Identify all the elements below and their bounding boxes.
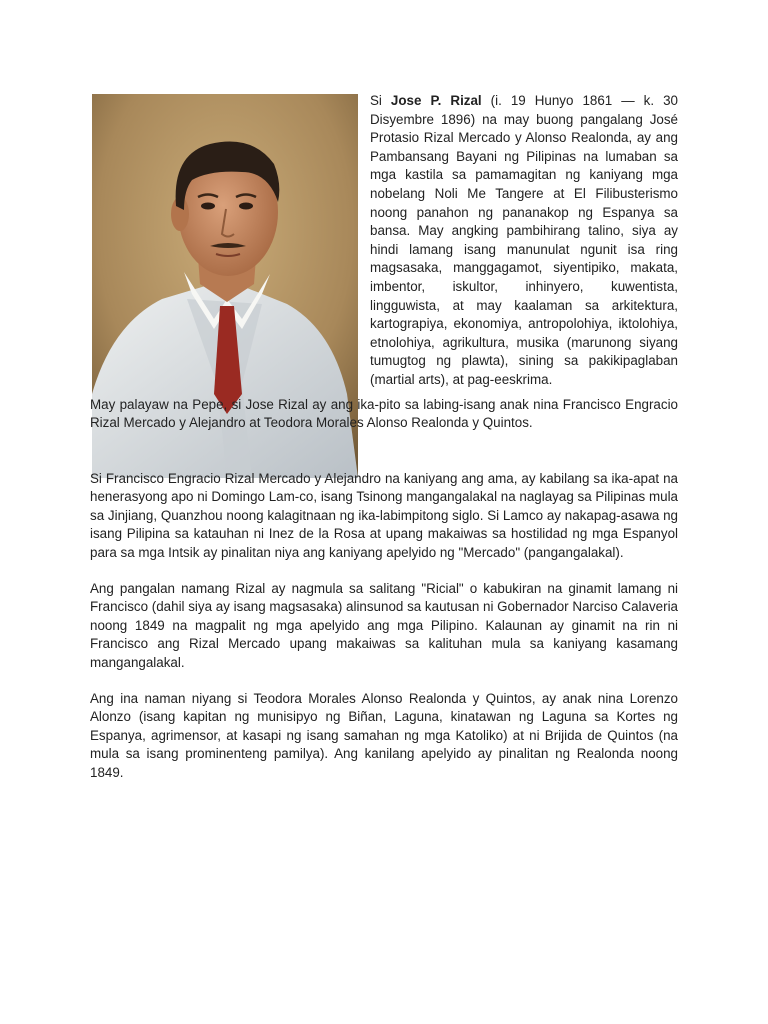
intro-text: (i. 19 Hunyo 1861 — k. 30 Disyembre 1896) na may buong pangalang José Protasio Rizal Mercado y Alonso Realonda, ay ang Pambansang Bayani ng Pilipinas na lumaban sa mga kastila sa pamamagitan ng kaniyang mga nobelang Noli Me Tangere at El Filibusterismo noong panahon ng pananakop ng Espanya sa bansa. May angking pambihirang talino, siya ay hindi lamang isang manunulat ngunit isa ring magsasaka, manggagamot, siyentipiko, makata, imbentor, iskultor, inhinyero, kuwentista, lingguwista, at may kaalaman sa arkitektura, kartograpiya, ekonomiya, antropolohiya, iktolohiya, etnolohiya, agrikultura, musika (marunong siyang tumugtog ng plawta), sining sa pakikipaglaban (martial arts), at pag-eeskrima. xyxy=(370,93,678,387)
intro-paragraph xyxy=(370,92,678,390)
paragraph-surname: Ang pangalan namang Rizal ay nagmula sa salitang "Ricial" o kabukiran na ginamit lamang ni Francisco (dahil siya ay isang magsasaka) alinsunod sa kautusan ni Gobernador Narciso Calaveria noong 1849 na magpalit ng mga apelyido ang mga Pilipino. Kalaunan ay ginamit na rin ni Francisco ang Rizal Mercado upang makaiwas sa kalituhan mula sa kaniyang kasamang mangangalakal. xyxy=(90,580,678,671)
paragraph-mother: Ang ina naman niyang si Teodora Morales Alonso Realonda y Quintos, ay anak nina Lorenzo Alonzo (isang kapitan ng munisipyo ng Biñan, Laguna, kinatawan ng Laguna sa Kortes ng Espanya, agrimensor, at kasapi ng isang samahan ng mga Katoliko) at ni Brijida de Quintos (na mula sa isang prominenteng pamilya). Ang kanilang apelyido ay pinalitan ng Realonda noong 1849. xyxy=(90,690,678,780)
paragraph-nickname: May palayaw na Pepe, si Jose Rizal ay ang ika-pito sa labing-isang anak nina Francisco Engracio Rizal Mercado y Alejandro at Teodora Morales Alonso Realonda y Quintos. xyxy=(90,396,678,431)
article-body xyxy=(90,92,678,783)
subject-name: Jose P. Rizal xyxy=(390,93,482,108)
intro-prefix: Si xyxy=(370,93,391,108)
paragraph-father: Si Francisco Engracio Rizal Mercado y Alejandro na kaniyang ang ama, ay kabilang sa ika-apat na henerasyong apo ni Domingo Lam-co, isang Tsinong mangangalakal na naglayag sa Pilipinas mula sa Jinjiang, Quanzhou noong kalagitnaan ng ika-labimpitong siglo. Si Lamco ay nakapag-asawa ng isang Pilipina sa katauhan ni Inez de la Rosa at upang makaiwas sa hostilidad ng mga Espanyol para sa mga Intsik ay pinalitan niya ang kaniyang apelyido ng "Mercado" (pangangalakal). xyxy=(90,470,678,561)
